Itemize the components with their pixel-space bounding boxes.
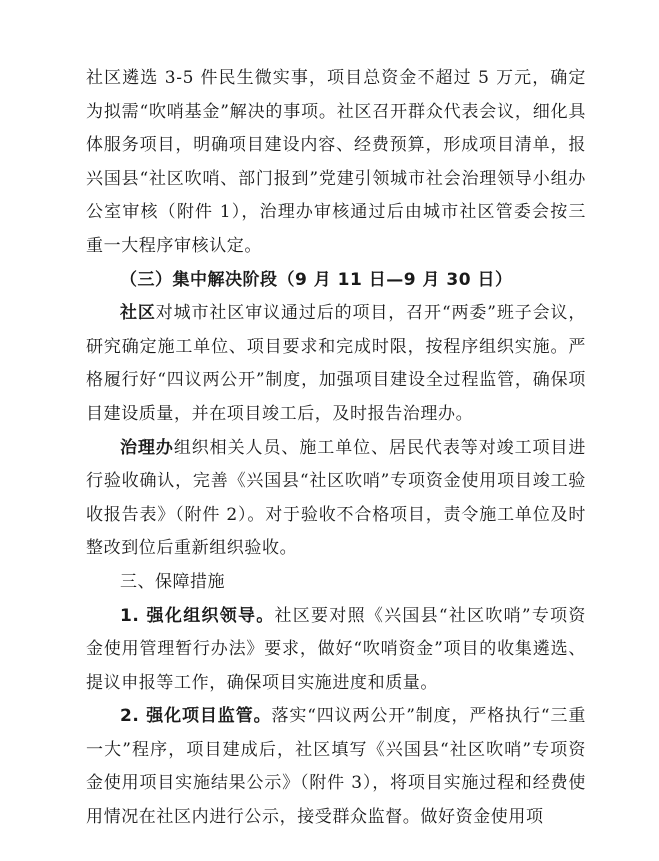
paragraph-lead-term: 2. 强化项目监管。 [120, 706, 272, 727]
paragraph-office-acceptance [86, 432, 586, 566]
paragraph-lead-term: 社区 [120, 303, 156, 324]
paragraph-lead-term: 治理办 [120, 437, 174, 458]
paragraph-organization-leadership [86, 600, 586, 701]
paragraph-text: 组织相关人员、施工单位、居民代表等对竣工项目进行验收确认，完善《兴国县“社区吹哨”专项资金使用项目竣工验收报告表》（附件 2）。对于验收不合格项目，责令施工单位及时整改到位后重新组织验收。 [86, 437, 586, 559]
heading-safeguard-measures: 三、保障措施 [120, 571, 225, 592]
paragraph-text: 对城市社区审议通过后的项目，召开“两委”班子会议，研究确定施工单位、项目要求和完成时限，按程序组织实施。严格履行好“四议两公开”制度，加强项目建设全过程监管，确保项目建设质量，并在项目竣工后，及时报告治理办。 [86, 303, 586, 424]
paragraph-text: 社区遴选 3-5 件民生微实事，项目总资金不超过 5 万元，确定为拟需“吹哨基金”解决的事项。社区召开群众代表会议，细化具体服务项目，明确项目建设内容、经费预算，形成项目清单，报兴国县“社区吹哨、部门报到”党建引领城市社会治理领导小组办公室审核（附件 1），治理办审核通过后由城市社区管委会按三重一大程序审核认定。 [86, 68, 586, 256]
paragraph-text: 落实“四议两公开”制度，严格执行“三重一大”程序，项目建成后，社区填写《兴国县“社区吹哨”专项资金使用项目实施结果公示》（附件 3），将项目实施过程和经费使用情况在社区内进行公示，接受群众监督。做好资金使用项 [86, 706, 586, 828]
paragraph-community-implementation [86, 297, 586, 431]
document-body [86, 62, 586, 835]
paragraph-project-supervision [86, 700, 586, 834]
paragraph-lead-term: 1. 强化组织领导。 [120, 605, 275, 626]
heading-stage-three: （三）集中解决阶段（9 月 11 日—9 月 30 日） [120, 269, 513, 290]
paragraph-selection-process [86, 62, 586, 264]
paragraph-text: 社区要对照《兴国县“社区吹哨”专项资金使用管理暂行办法》要求，做好“吹哨资金”项目的收集遴选、提议申报等工作，确保项目实施进度和质量。 [86, 605, 586, 693]
